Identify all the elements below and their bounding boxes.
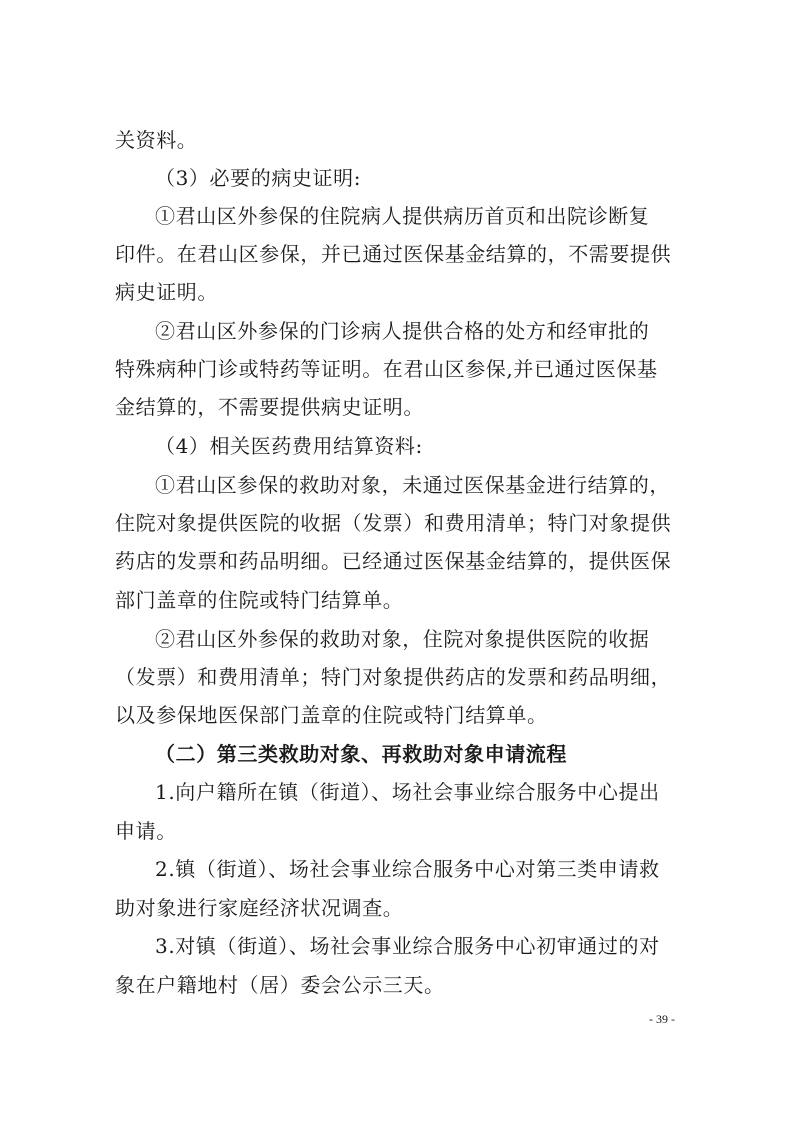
paragraph-line: ②君山区外参保的门诊病人提供合格的处方和经审批的: [155, 319, 650, 343]
paragraph-line: 象在户籍地村（居）委会公示三天。: [115, 973, 445, 997]
paragraph-line: 关资料。: [115, 128, 198, 152]
paragraph-line: 申请。: [115, 819, 177, 843]
paragraph-line: 药店的发票和药品明细。已经通过医保基金结算的，提供医保: [115, 549, 672, 573]
paragraph-line: 助对象进行家庭经济状况调查。: [115, 896, 404, 920]
paragraph-line: 病史证明。: [115, 280, 218, 304]
paragraph-line: 印件。在君山区参保，并已通过医保基金结算的，不需要提供: [115, 242, 672, 266]
paragraph-line: （发票）和费用清单；特门对象提供药店的发票和药品明细，: [115, 665, 672, 689]
paragraph-line: 3.对镇（街道）、场社会事业综合服务中心初审通过的对: [155, 934, 660, 958]
paragraph-line: ②君山区外参保的救助对象，住院对象提供医院的收据: [155, 627, 650, 651]
paragraph-line: 特殊病种门诊或特药等证明。在君山区参保,并已通过医保基: [115, 357, 658, 381]
paragraph-line: 1.向户籍所在镇（街道）、场社会事业综合服务中心提出: [155, 780, 660, 804]
paragraph-line: 以及参保地医保部门盖章的住院或特门结算单。: [115, 703, 548, 727]
paragraph-line: ①君山区参保的救助对象，未通过医保基金进行结算的，: [155, 473, 670, 497]
section-heading: （二）第三类救助对象、再救助对象申请流程: [155, 742, 567, 766]
paragraph-line: 部门盖章的住院或特门结算单。: [115, 588, 404, 612]
paragraph-line: 住院对象提供医院的收据（发票）和费用清单；特门对象提供: [115, 511, 672, 535]
page-number: - 39 -: [649, 1012, 675, 1026]
paragraph-line: 2.镇（街道）、场社会事业综合服务中心对第三类申请救: [155, 857, 660, 881]
paragraph-line: 金结算的，不需要提供病史证明。: [115, 395, 424, 419]
section-subheading: （4）相关医药费用结算资料:: [155, 434, 423, 458]
paragraph-line: ①君山区外参保的住院病人提供病历首页和出院诊断复: [155, 204, 650, 228]
section-subheading: （3）必要的病史证明:: [155, 166, 362, 190]
